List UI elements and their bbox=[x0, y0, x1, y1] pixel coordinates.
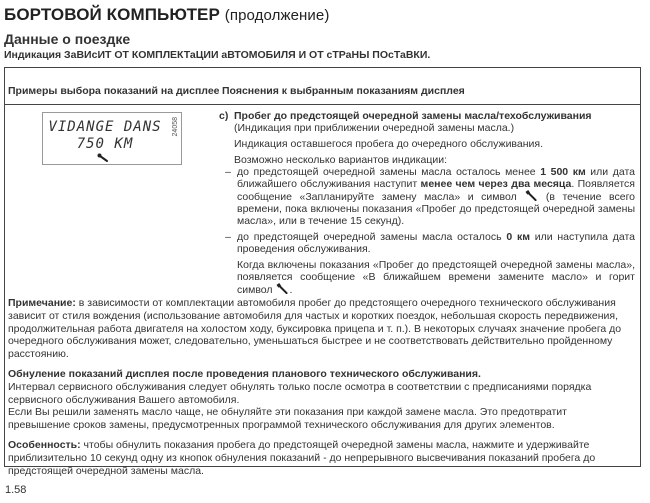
text-run: . bbox=[289, 284, 293, 296]
item-subtitle: (Индикация при приближении очередной замены масла.) bbox=[234, 122, 515, 134]
dash-bullet: – bbox=[225, 166, 231, 178]
variant-1-text bbox=[237, 166, 635, 227]
lcd-display-illustration bbox=[42, 112, 182, 165]
reset-paragraph-1: Интервал сервисного обслуживания следует обнулять только после осмотра в соответствии с предписаниями порядка сервисного обслуживания Вашего автомобиля. bbox=[8, 380, 592, 406]
feature-paragraph bbox=[8, 439, 632, 477]
page-number: 1.58 bbox=[5, 484, 27, 496]
text-run: до предстоящей очередной замены масла осталось менее bbox=[237, 166, 541, 178]
page-title-suffix: (продолжение) bbox=[224, 7, 330, 24]
variant-1 bbox=[219, 166, 635, 227]
reset-section bbox=[8, 368, 632, 432]
item-heading bbox=[219, 110, 635, 122]
bold-run: менее чем через два месяца bbox=[420, 178, 572, 190]
text-run: или дата ближайшего обслуживания наступит bbox=[237, 166, 635, 190]
column-header-explanations: Пояснения к выбранным показаниям дисплея bbox=[222, 85, 465, 97]
variant-2-text bbox=[237, 231, 635, 255]
page-title bbox=[4, 5, 329, 25]
indication-note: Индикация ЗаВИсИТ ОТ КОМПЛЕКТаЦИИ аВТОМОБИЛЯ И ОТ сТРаНЫ ПОсТаВКИ. bbox=[4, 49, 431, 61]
wrench-icon bbox=[524, 190, 538, 201]
bold-run: 1 500 км bbox=[540, 166, 586, 178]
page-title-main: БОРТОВОЙ КОМПЬЮТЕР bbox=[4, 5, 220, 24]
dash-bullet: – bbox=[225, 231, 231, 243]
note-paragraph bbox=[8, 297, 632, 361]
variants-intro: Возможно несколько вариантов индикации: bbox=[234, 154, 447, 166]
text-run: или наступила дата проведения обслуживания. bbox=[237, 231, 635, 255]
explanation-column bbox=[219, 110, 635, 296]
table-header bbox=[5, 68, 640, 105]
lcd-line-1: VIDANGE DANS bbox=[48, 119, 162, 135]
notes-area bbox=[5, 297, 640, 477]
column-header-examples: Примеры выбора показаний на дисплее bbox=[8, 85, 220, 97]
reset-paragraph-2: Если Вы решили заменять масло чаще, не обнуляйте эти показания при каждой замене масла. Это предотвратит превышение сроков замены, предусмотренных программой технического обслуживания для других элементов. bbox=[8, 406, 567, 432]
section-title: Данные о поездке bbox=[4, 31, 131, 47]
remaining-mileage-text: Индикация оставшегося пробега до очередного обслуживания. bbox=[234, 138, 544, 150]
wrench-icon bbox=[275, 283, 289, 294]
reset-title: Обнуление показаний дисплея после проведения планового технического обслуживания. bbox=[8, 367, 481, 380]
display-example-row bbox=[5, 105, 640, 297]
feature-label: Особенность: bbox=[8, 438, 81, 451]
note-text: в зависимости от комплектации автомобиля пробег до предстоящего очередного технического обслуживания зависит от стиля вождения (использование автомобиля для частых и коротких поездок, небольшая скорость передвижения, продолжительная работа двигателя на холостом ходу, буксировка прицепа и т. п.). В некоторых случаях значение пробега до очередного обслуживания может, следовательно, уменьшаться быстрее и не соответствовать действительно пройденному расстоянию. bbox=[8, 297, 622, 361]
note-label: Примечание: bbox=[8, 297, 76, 309]
text-run: до предстоящей очередной замены масла осталось bbox=[237, 231, 507, 243]
item-letter: c) bbox=[219, 110, 229, 122]
feature-text: чтобы обнулить показания пробега до предстоящей очередной замены масла, нажмите и удерживайте приблизительно 10 секунд одну из кнопок обнуления показаний - до непрерывного высвечивания показаний пробега до предстоящей очередной замены масла. bbox=[8, 438, 596, 477]
text-run: . Появляется сообщение «Запланируйте замену масла» и символ bbox=[237, 178, 635, 203]
item-title: Пробег до предстоящей очередной замены масла/техобслуживания bbox=[234, 110, 592, 122]
text-run: Когда включены показания «Пробег до предстоящей очередной замены масла», появляется сообщение «В ближайшем времени замените масло» и горит символ bbox=[237, 259, 635, 296]
info-table bbox=[4, 67, 641, 477]
wrench-icon bbox=[97, 153, 109, 163]
figure-code: 24058 bbox=[172, 117, 179, 137]
bold-run: 0 км bbox=[506, 231, 530, 243]
text-run: (в течение всего времени, пока включены показания «Пробег до предстоящей очередной замены масла», или в течение 15 секунд). bbox=[237, 191, 636, 227]
lcd-line-2: 750 KM bbox=[76, 136, 134, 152]
variant-2-detail bbox=[237, 259, 635, 296]
variant-2 bbox=[219, 231, 635, 255]
